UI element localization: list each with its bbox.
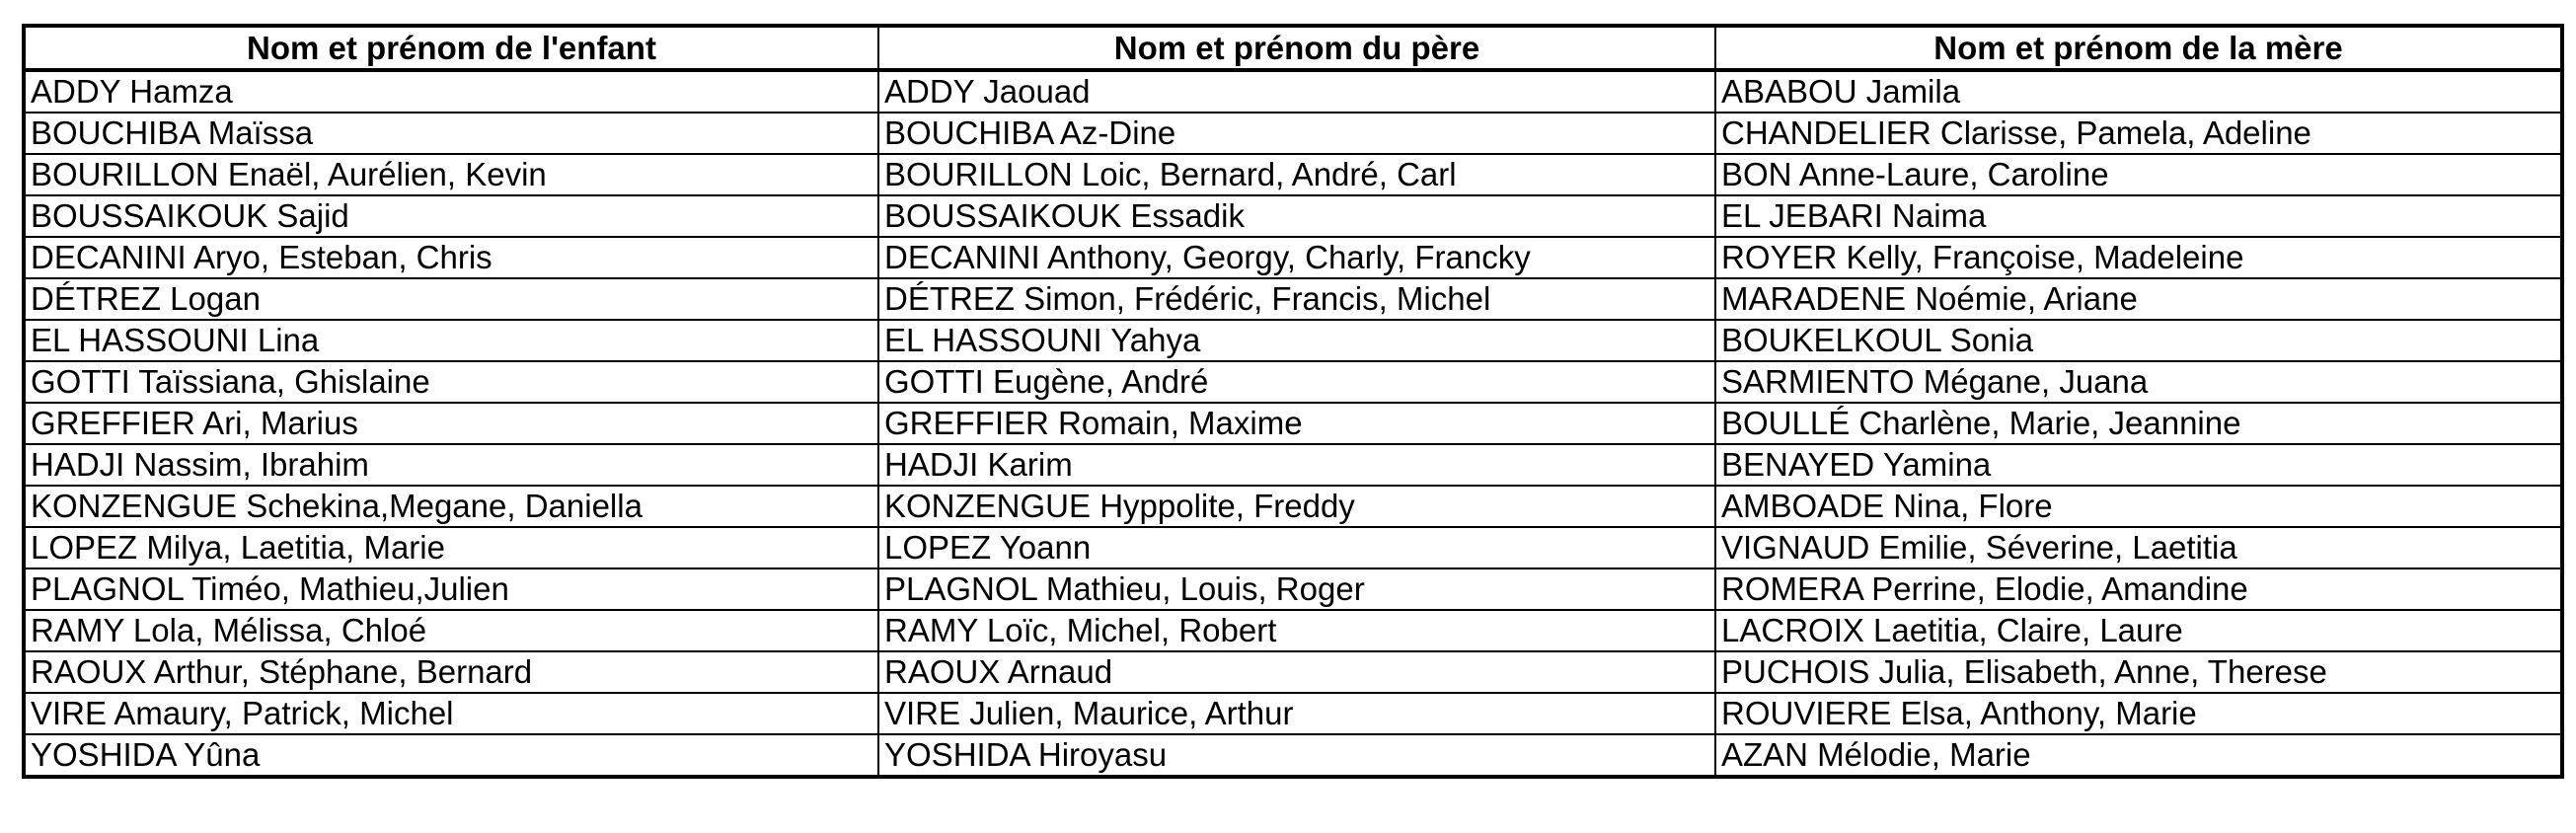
father-name-cell: RAMY Loïc, Michel, Robert xyxy=(878,610,1715,651)
table-row xyxy=(24,527,2562,568)
mother-name-cell: ABABOU Jamila xyxy=(1715,70,2562,113)
child-name-cell: PLAGNOL Timéo, Mathieu,Julien xyxy=(24,568,878,610)
father-name-cell: BOUSSAIKOUK Essadik xyxy=(878,195,1715,237)
child-name-cell: EL HASSOUNI Lina xyxy=(24,320,878,361)
father-name-cell: BOURILLON Loic, Bernard, André, Carl xyxy=(878,154,1715,195)
mother-name-cell: SARMIENTO Mégane, Juana xyxy=(1715,361,2562,403)
table-row xyxy=(24,237,2562,278)
table-row xyxy=(24,734,2562,777)
table-row xyxy=(24,403,2562,444)
mother-name-cell: ROUVIERE Elsa, Anthony, Marie xyxy=(1715,693,2562,734)
mother-name-cell: BOUKELKOUL Sonia xyxy=(1715,320,2562,361)
child-name-cell: KONZENGUE Schekina,Megane, Daniella xyxy=(24,486,878,527)
table-row xyxy=(24,70,2562,113)
table-row xyxy=(24,278,2562,320)
father-name-cell: DECANINI Anthony, Georgy, Charly, Francky xyxy=(878,237,1715,278)
table-row xyxy=(24,320,2562,361)
child-name-cell: DECANINI Aryo, Esteban, Chris xyxy=(24,237,878,278)
father-name-cell: GOTTI Eugène, André xyxy=(878,361,1715,403)
mother-name-cell: ROYER Kelly, Françoise, Madeleine xyxy=(1715,237,2562,278)
father-name-cell: ADDY Jaouad xyxy=(878,70,1715,113)
child-name-cell: BOURILLON Enaël, Aurélien, Kevin xyxy=(24,154,878,195)
child-name-cell: GOTTI Taïssiana, Ghislaine xyxy=(24,361,878,403)
mother-name-cell: AZAN Mélodie, Marie xyxy=(1715,734,2562,777)
child-name-cell: LOPEZ Milya, Laetitia, Marie xyxy=(24,527,878,568)
table-row xyxy=(24,610,2562,651)
father-name-cell: GREFFIER Romain, Maxime xyxy=(878,403,1715,444)
father-name-cell: KONZENGUE Hyppolite, Freddy xyxy=(878,486,1715,527)
table-row xyxy=(24,444,2562,486)
mother-name-cell: LACROIX Laetitia, Claire, Laure xyxy=(1715,610,2562,651)
mother-name-cell: BENAYED Yamina xyxy=(1715,444,2562,486)
mother-name-cell: AMBOADE Nina, Flore xyxy=(1715,486,2562,527)
father-name-cell: LOPEZ Yoann xyxy=(878,527,1715,568)
father-name-cell: BOUCHIBA Az-Dine xyxy=(878,113,1715,154)
table-row xyxy=(24,568,2562,610)
header-father-name: Nom et prénom du père xyxy=(878,26,1715,70)
child-name-cell: HADJI Nassim, Ibrahim xyxy=(24,444,878,486)
mother-name-cell: CHANDELIER Clarisse, Pamela, Adeline xyxy=(1715,113,2562,154)
child-name-cell: DÉTREZ Logan xyxy=(24,278,878,320)
father-name-cell: DÉTREZ Simon, Frédéric, Francis, Michel xyxy=(878,278,1715,320)
mother-name-cell: EL JEBARI Naima xyxy=(1715,195,2562,237)
header-mother-name: Nom et prénom de la mère xyxy=(1715,26,2562,70)
mother-name-cell: BON Anne-Laure, Caroline xyxy=(1715,154,2562,195)
table-row xyxy=(24,154,2562,195)
child-name-cell: ADDY Hamza xyxy=(24,70,878,113)
table-row xyxy=(24,486,2562,527)
father-name-cell: EL HASSOUNI Yahya xyxy=(878,320,1715,361)
child-name-cell: VIRE Amaury, Patrick, Michel xyxy=(24,693,878,734)
child-name-cell: GREFFIER Ari, Marius xyxy=(24,403,878,444)
table-row xyxy=(24,651,2562,693)
father-name-cell: HADJI Karim xyxy=(878,444,1715,486)
table-header-row xyxy=(24,26,2562,70)
mother-name-cell: PUCHOIS Julia, Elisabeth, Anne, Therese xyxy=(1715,651,2562,693)
register-table-container xyxy=(22,24,2560,779)
table-row xyxy=(24,361,2562,403)
parents-register-table xyxy=(22,24,2564,779)
mother-name-cell: BOULLÉ Charlène, Marie, Jeannine xyxy=(1715,403,2562,444)
father-name-cell: PLAGNOL Mathieu, Louis, Roger xyxy=(878,568,1715,610)
mother-name-cell: ROMERA Perrine, Elodie, Amandine xyxy=(1715,568,2562,610)
mother-name-cell: VIGNAUD Emilie, Séverine, Laetitia xyxy=(1715,527,2562,568)
table-row xyxy=(24,113,2562,154)
child-name-cell: BOUCHIBA Maïssa xyxy=(24,113,878,154)
child-name-cell: RAOUX Arthur, Stéphane, Bernard xyxy=(24,651,878,693)
table-row xyxy=(24,693,2562,734)
child-name-cell: YOSHIDA Yûna xyxy=(24,734,878,777)
header-child-name: Nom et prénom de l'enfant xyxy=(24,26,878,70)
father-name-cell: YOSHIDA Hiroyasu xyxy=(878,734,1715,777)
child-name-cell: BOUSSAIKOUK Sajid xyxy=(24,195,878,237)
father-name-cell: RAOUX Arnaud xyxy=(878,651,1715,693)
child-name-cell: RAMY Lola, Mélissa, Chloé xyxy=(24,610,878,651)
father-name-cell: VIRE Julien, Maurice, Arthur xyxy=(878,693,1715,734)
table-row xyxy=(24,195,2562,237)
mother-name-cell: MARADENE Noémie, Ariane xyxy=(1715,278,2562,320)
